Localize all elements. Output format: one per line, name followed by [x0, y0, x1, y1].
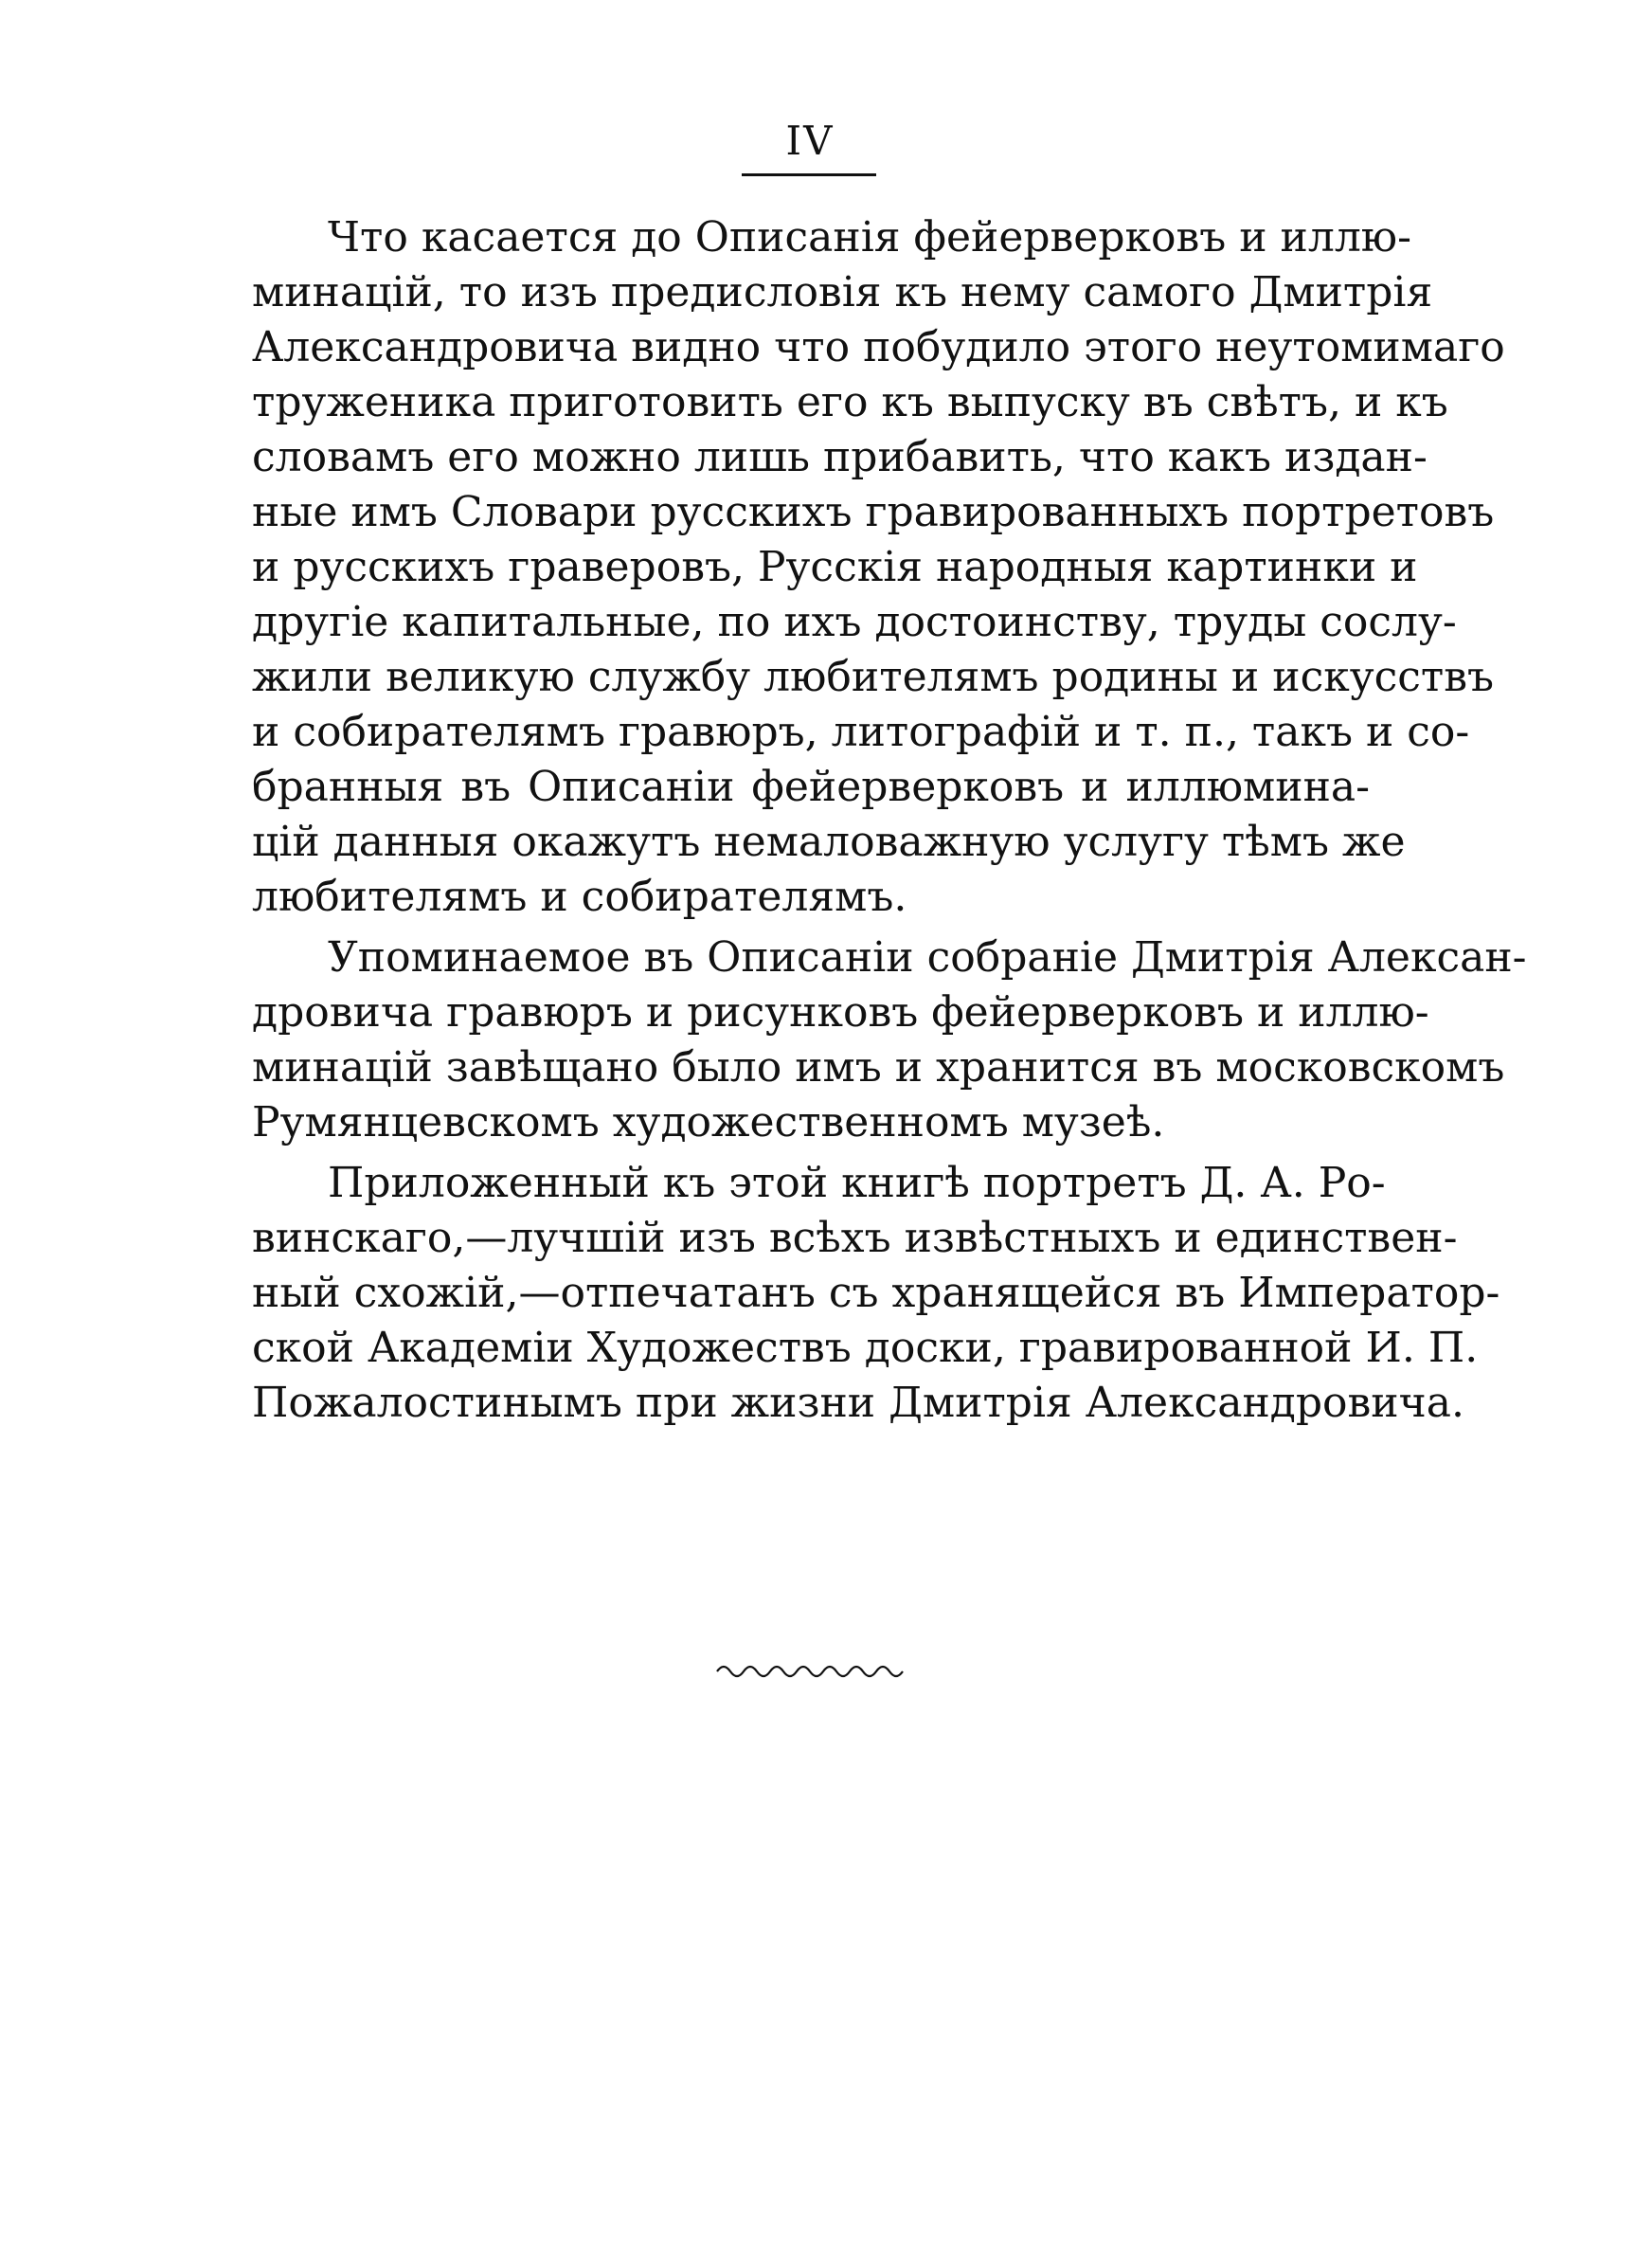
text-line: любителямъ и собирателямъ. — [252, 873, 907, 921]
paragraph-1 — [252, 210, 1505, 925]
text-line: и русскихъ граверовъ, Русскія народныя картинки и — [252, 543, 1418, 591]
paragraph-3 — [252, 1156, 1500, 1431]
text-line: словамъ его можно лишь прибавить, что какъ издан- — [252, 433, 1428, 481]
text-line: бранныя въ Описаніи фейерверковъ и иллюмина- — [252, 763, 1370, 811]
text-line: ные имъ Словари русскихъ гравированныхъ портретовъ — [252, 488, 1495, 536]
page-number: IV — [785, 117, 835, 164]
page-number-rule — [742, 173, 876, 176]
text-line: минацій, то изъ предисловія къ нему самого Дмитрія — [252, 268, 1433, 316]
text-line: и собирателямъ гравюръ, литографій и т. п., такъ и со- — [252, 708, 1470, 756]
text-line: минацій завѣщано было имъ и хранится въ московскомъ — [252, 1043, 1505, 1092]
text-line: Упоминаемое въ Описаніи собраніе Дмитрія Алексан- — [328, 933, 1527, 982]
body-text — [252, 210, 1527, 1431]
text-line: цій данныя окажутъ немаловажную услугу тѣмъ же — [252, 818, 1406, 866]
text-line: Александровича видно что побудило этого неутомимаго — [252, 323, 1505, 371]
text-line: Румянцевскомъ художественномъ музеѣ. — [252, 1098, 1165, 1147]
text-line: другіе капитальные, по ихъ достоинству, труды сослу- — [252, 598, 1457, 646]
text-line: ской Академіи Художествъ доски, гравированной И. П. — [252, 1324, 1479, 1372]
text-line: винскаго,—лучшій изъ всѣхъ извѣстныхъ и единствен- — [252, 1214, 1458, 1262]
text-line: Что касается до Описанія фейерверковъ и иллю- — [328, 213, 1411, 262]
text-line: ный схожій,—отпечатанъ съ хранящейся въ Император- — [252, 1269, 1500, 1317]
text-line: труженика приготовить его къ выпуску въ свѣтъ, и къ — [252, 378, 1448, 426]
wavy-line-ornament-icon — [715, 1658, 905, 1683]
paragraph-2 — [252, 930, 1527, 1150]
text-line: Пожалостинымъ при жизни Дмитрія Александровича. — [252, 1379, 1464, 1427]
text-line: Приложенный къ этой книгѣ портретъ Д. А. Ро- — [328, 1159, 1386, 1207]
text-line: дровича гравюръ и рисунковъ фейерверковъ и иллю- — [252, 988, 1429, 1037]
text-line: жили великую службу любителямъ родины и искусствъ — [252, 653, 1494, 701]
